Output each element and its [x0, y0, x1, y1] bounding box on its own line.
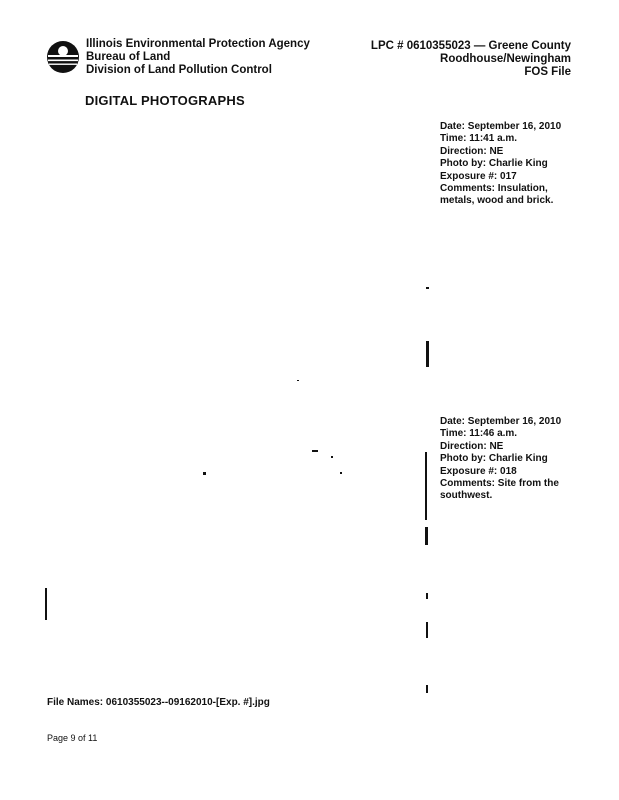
- photo-by: Photo by: Charlie King: [440, 158, 548, 170]
- agency-block: [86, 38, 310, 77]
- photo-time: Time: 11:41 a.m.: [440, 133, 518, 145]
- photo-date: Date: September 16, 2010: [440, 121, 562, 132]
- lpc-number: LPC # 0610355023 — Greene County: [370, 40, 571, 52]
- photo-exposure: Exposure #: 018: [440, 465, 517, 477]
- scan-mark: [45, 588, 47, 620]
- photo-info-2: [440, 416, 575, 503]
- page-number: Page 9 of 11: [47, 733, 98, 743]
- photo-comments: Comments: Site from the southwest.: [440, 478, 559, 502]
- scan-mark: [425, 452, 427, 520]
- scan-mark: [426, 341, 429, 367]
- photo-by: Photo by: Charlie King: [440, 453, 548, 465]
- photo-direction: Direction: NE: [440, 440, 504, 452]
- file-names: File Names: 0610355023--09162010-[Exp. #].jpg: [47, 697, 270, 708]
- site-name: Roodhouse/Newingham: [440, 53, 571, 65]
- photo-direction: Direction: NE: [440, 145, 504, 157]
- scan-mark: [203, 472, 206, 475]
- page-title: DIGITAL PHOTOGRAPHS: [85, 93, 245, 108]
- iepa-logo-icon: [46, 40, 80, 74]
- agency-name: Illinois Environmental Protection Agency: [86, 38, 310, 50]
- division-name: Division of Land Pollution Control: [86, 64, 272, 76]
- scan-mark: [340, 472, 342, 474]
- lpc-block: [371, 40, 571, 79]
- scan-mark: [312, 450, 318, 452]
- photo-info-1: [440, 121, 575, 208]
- photo-exposure: Exposure #: 017: [440, 170, 517, 182]
- photo-date: Date: September 16, 2010: [440, 416, 562, 427]
- scan-mark: [426, 593, 428, 599]
- bureau-name: Bureau of Land: [86, 51, 171, 63]
- scan-mark: [426, 685, 428, 693]
- scan-mark: [425, 527, 428, 545]
- file-type: FOS File: [524, 66, 571, 78]
- photo-time: Time: 11:46 a.m.: [440, 428, 518, 440]
- scan-mark: [426, 622, 428, 638]
- scan-mark: [331, 456, 333, 458]
- photo-comments: Comments: Insulation, metals, wood and brick.: [440, 183, 554, 207]
- scan-mark: [426, 287, 429, 289]
- scan-mark: [297, 380, 299, 381]
